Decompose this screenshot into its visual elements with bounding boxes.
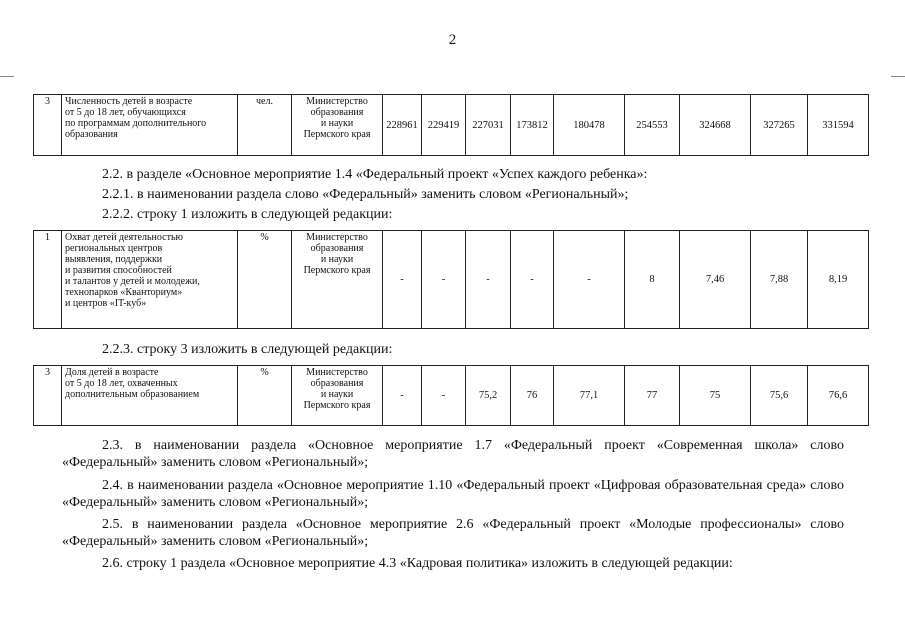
value-cell: 180478 bbox=[554, 95, 625, 156]
table-row bbox=[34, 231, 869, 329]
value-cell: 75 bbox=[680, 366, 751, 426]
ministry-cell: Министерство образования и науки Пермского края bbox=[292, 231, 383, 329]
indicator-name: Охват детей деятельностью региональных центров выявления, поддержки и развития способностей и талантов у детей и молодежи, технопарков «Кванториум» и центров «IT-куб» bbox=[62, 231, 238, 329]
value-cell: 75,2 bbox=[466, 366, 511, 426]
value-cell: - bbox=[422, 231, 466, 329]
value-cell: 331594 bbox=[808, 95, 869, 156]
row-index: 3 bbox=[34, 366, 62, 426]
paragraph-2-6: 2.6. строку 1 раздела «Основное мероприятие 4.3 «Кадровая политика» изложить в следующей редакции: bbox=[102, 556, 733, 571]
ministry-cell: Министерство образования и науки Пермского края bbox=[292, 95, 383, 156]
table-row-3-numbers bbox=[33, 94, 869, 156]
value-cell: 76,6 bbox=[808, 366, 869, 426]
value-cell: 229419 bbox=[422, 95, 466, 156]
value-cell: - bbox=[422, 366, 466, 426]
value-cell: - bbox=[511, 231, 554, 329]
value-cell: 228961 bbox=[383, 95, 422, 156]
paragraph-2-4: 2.4. в наименовании раздела «Основное мероприятие 1.10 «Федеральный проект «Цифровая образовательная среда» слово «Федеральный» заменить словом «Региональный»; bbox=[62, 478, 844, 510]
paragraph-2-2-3: 2.2.3. строку 3 изложить в следующей редакции: bbox=[102, 342, 393, 357]
unit-cell: чел. bbox=[238, 95, 292, 156]
value-cell: 8 bbox=[625, 231, 680, 329]
value-cell: 77,1 bbox=[554, 366, 625, 426]
table-row-3-share bbox=[33, 365, 869, 426]
value-cell: 8,19 bbox=[808, 231, 869, 329]
indicator-name: Доля детей в возрасте от 5 до 18 лет, охваченных дополнительным образованием bbox=[62, 366, 238, 426]
value-cell: - bbox=[383, 366, 422, 426]
ministry-cell: Министерство образования и науки Пермского края bbox=[292, 366, 383, 426]
value-cell: 7,88 bbox=[751, 231, 808, 329]
value-cell: 227031 bbox=[466, 95, 511, 156]
value-cell: 173812 bbox=[511, 95, 554, 156]
table-row-1-coverage bbox=[33, 230, 869, 329]
indicator-name: Численность детей в возрасте от 5 до 18 лет, обучающихся по программам дополнительного образования bbox=[62, 95, 238, 156]
value-cell: 327265 bbox=[751, 95, 808, 156]
right-edge-mark bbox=[891, 76, 905, 77]
row-index: 1 bbox=[34, 231, 62, 329]
value-cell: - bbox=[466, 231, 511, 329]
unit-cell: % bbox=[238, 231, 292, 329]
page-number: 2 bbox=[448, 32, 457, 48]
value-cell: - bbox=[554, 231, 625, 329]
paragraph-2-2-1: 2.2.1. в наименовании раздела слово «Федеральный» заменить словом «Региональный»; bbox=[102, 187, 629, 202]
value-cell: 324668 bbox=[680, 95, 751, 156]
value-cell: 77 bbox=[625, 366, 680, 426]
paragraph-2-2: 2.2. в разделе «Основное мероприятие 1.4 «Федеральный проект «Успех каждого ребенка»: bbox=[102, 167, 648, 182]
value-cell: 7,46 bbox=[680, 231, 751, 329]
paragraph-2-3: 2.3. в наименовании раздела «Основное мероприятие 1.7 «Федеральный проект «Современная школа» слово «Федеральный» заменить словом «Региональный»; bbox=[62, 438, 844, 470]
left-edge-mark bbox=[0, 76, 14, 77]
row-index: 3 bbox=[34, 95, 62, 156]
paragraph-2-5: 2.5. в наименовании раздела «Основное мероприятие 2.6 «Федеральный проект «Молодые профессионалы» слово «Федеральный» заменить словом «Региональный»; bbox=[62, 517, 844, 549]
table-row bbox=[34, 95, 869, 156]
value-cell: 254553 bbox=[625, 95, 680, 156]
unit-cell: % bbox=[238, 366, 292, 426]
value-cell: - bbox=[383, 231, 422, 329]
value-cell: 76 bbox=[511, 366, 554, 426]
paragraph-2-2-2: 2.2.2. строку 1 изложить в следующей редакции: bbox=[102, 207, 393, 222]
table-row bbox=[34, 366, 869, 426]
value-cell: 75,6 bbox=[751, 366, 808, 426]
